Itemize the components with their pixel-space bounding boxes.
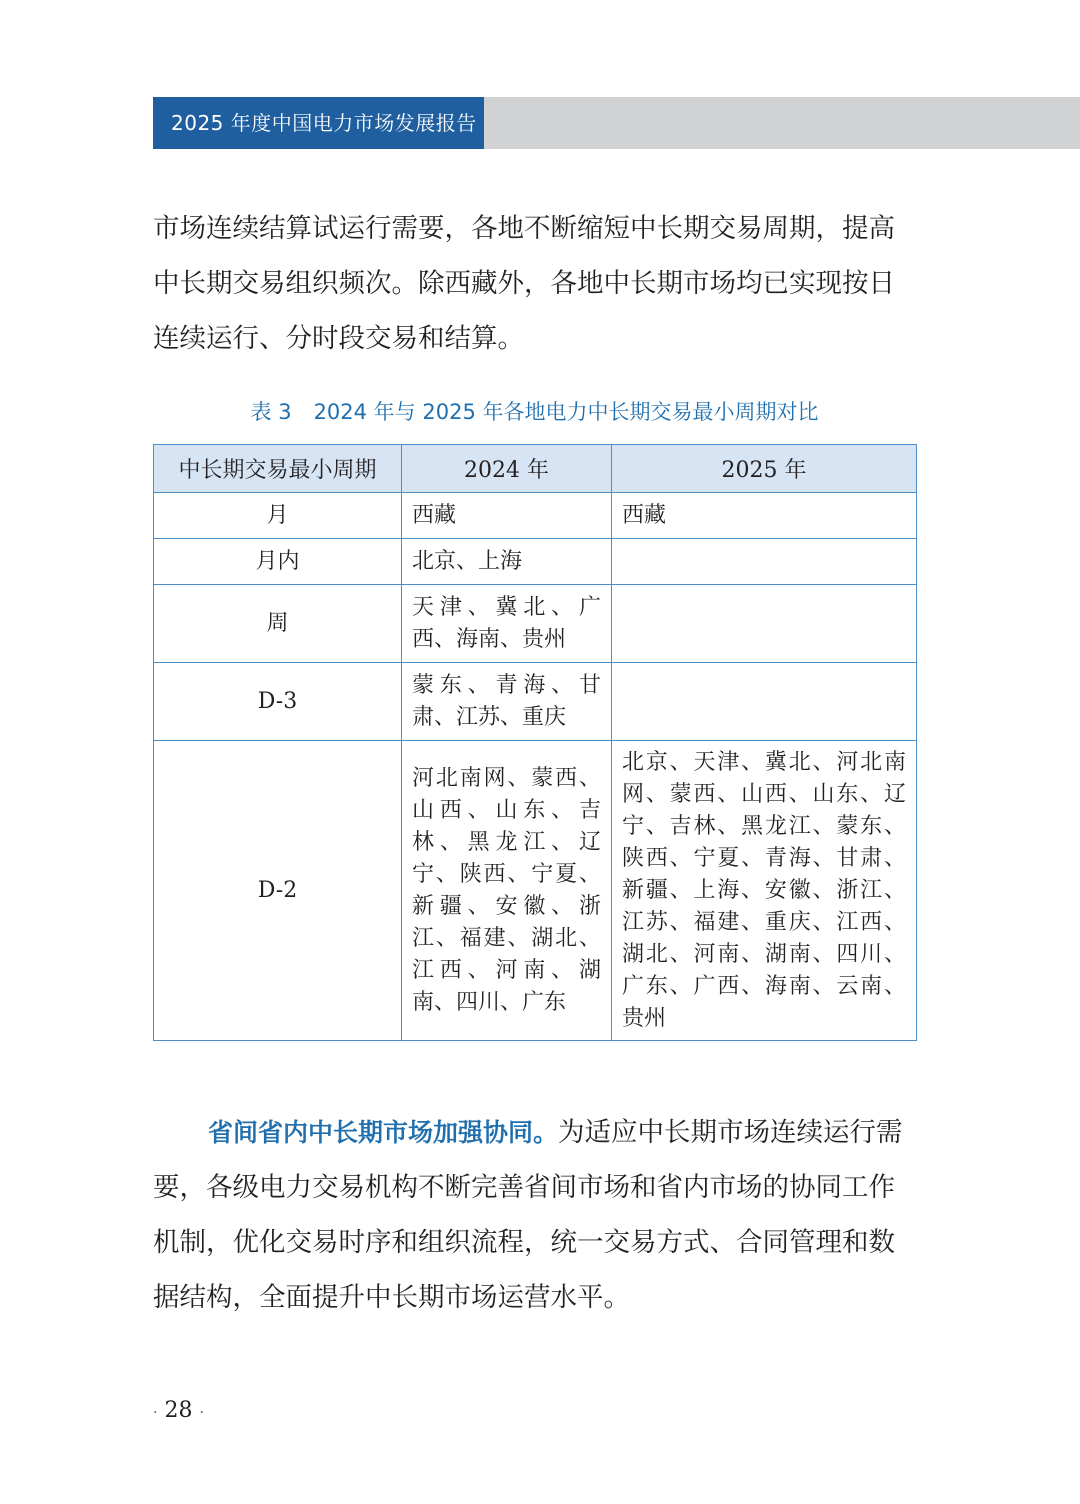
table-row [154, 493, 917, 539]
cell-2025 [612, 663, 917, 741]
page-number-value: 28 [164, 1398, 193, 1423]
page-number-dot-left: · [153, 1405, 158, 1421]
cell-2024: 天津、冀北、广西、海南、贵州 [402, 585, 612, 663]
table-header-row [154, 445, 917, 493]
cell-2024: 蒙东、青海、甘肃、江苏、重庆 [402, 663, 612, 741]
page-number [153, 1395, 204, 1429]
cell-2024: 西藏 [402, 493, 612, 539]
table-caption-title: 2024 年与 2025 年各地电力中长期交易最小周期对比 [313, 400, 819, 424]
cell-2025: 北京、天津、冀北、河北南网、蒙西、山西、山东、辽宁、吉林、黑龙江、蒙东、陕西、宁夏、青海、甘肃、新疆、上海、安徽、浙江、江苏、福建、重庆、江西、湖北、河南、湖南、四川、广东、广西、海南、云南、贵州 [612, 741, 917, 1041]
cell-2025 [612, 539, 917, 585]
paragraph-2-body: 为适应中长期市场连续运行需要，各级电力交易机构不断完善省间市场和省内市场的协同工作机制，优化交易时序和组织流程，统一交易方式、合同管理和数据结构，全面提升中长期市场运营水平。 [153, 1117, 903, 1313]
period-cell: 周 [154, 585, 402, 663]
period-cell: 月内 [154, 539, 402, 585]
page-number-dot-right: · [199, 1405, 204, 1421]
period-cell: 月 [154, 493, 402, 539]
header-period: 中长期交易最小周期 [154, 445, 402, 493]
paragraph-2 [153, 1105, 916, 1325]
cell-2024: 北京、上海 [402, 539, 612, 585]
header-bar [484, 97, 1080, 149]
table-row [154, 539, 917, 585]
period-cell: D-2 [154, 741, 402, 1041]
table-caption-number: 表 3 [250, 400, 292, 424]
paragraph-2-heading: 省间省内中长期市场加强协同。 [208, 1118, 559, 1147]
comparison-table [153, 444, 917, 1041]
period-cell: D-3 [154, 663, 402, 741]
table-row [154, 585, 917, 663]
cell-2025 [612, 585, 917, 663]
cell-2024: 河北南网、蒙西、山西、山东、吉林、黑龙江、辽宁、陕西、宁夏、新疆、安徽、浙江、福建、湖北、江西、河南、湖南、四川、广东 [402, 741, 612, 1041]
header-2024: 2024 年 [402, 445, 612, 493]
header-2025: 2025 年 [612, 445, 917, 493]
table-caption [153, 396, 916, 428]
paragraph-1: 市场连续结算试运行需要，各地不断缩短中长期交易周期，提高中长期交易组织频次。除西藏外，各地中长期市场均已实现按日连续运行、分时段交易和结算。 [153, 213, 895, 354]
table-row [154, 663, 917, 741]
cell-2025: 西藏 [612, 493, 917, 539]
table-row [154, 741, 917, 1041]
report-title: 2025 年度中国电力市场发展报告 [153, 97, 484, 149]
